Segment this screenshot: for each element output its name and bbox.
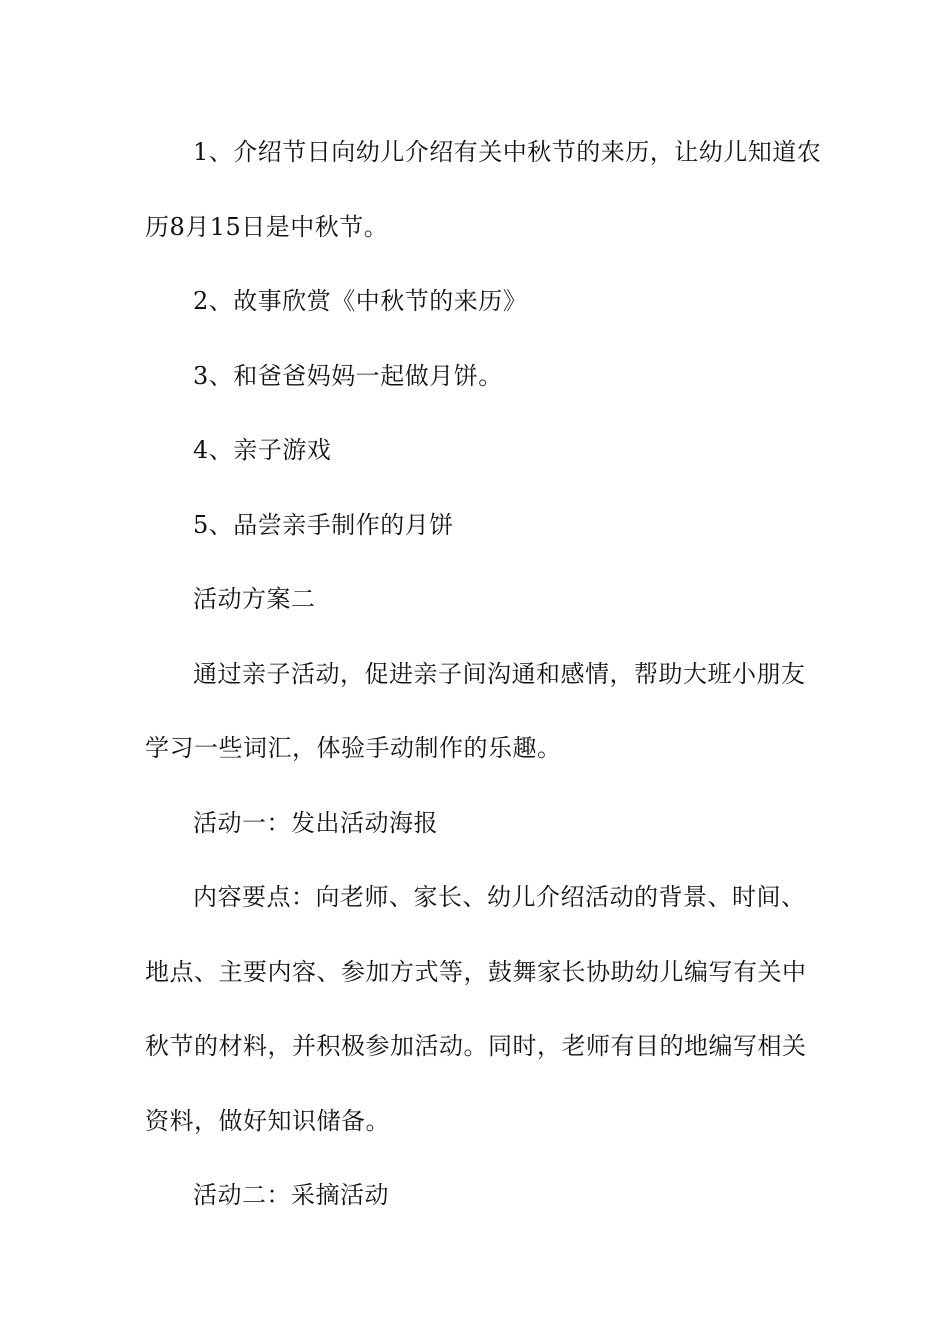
activity-two-heading: 活动二：采摘活动 <box>193 1181 389 1209</box>
list-item-2: 2、故事欣赏《中秋节的来历》 <box>193 287 528 315</box>
list-item-4: 4、亲子游戏 <box>193 436 332 464</box>
paragraph-line-11: 内容要点：向老师、家长、幼儿介绍活动的背景、时间、 <box>193 883 806 911</box>
activity-one-heading: 活动一：发出活动海报 <box>193 809 438 837</box>
paragraph-line-8: 通过亲子活动，促进亲子间沟通和感情，帮助大班小朋友 <box>193 660 806 688</box>
list-item-5: 5、品尝亲手制作的月饼 <box>193 511 454 539</box>
paragraph-line-12: 地点、主要内容、参加方式等，鼓舞家长协助幼儿编写有关中 <box>145 958 807 986</box>
paragraph-line-1: 1、介绍节日向幼儿介绍有关中秋节的来历，让幼儿知道农 <box>193 138 822 166</box>
paragraph-line-13: 秋节的材料，并积极参加活动。同时，老师有目的地编写相关 <box>145 1032 807 1060</box>
section-heading: 活动方案二 <box>193 585 316 613</box>
paragraph-line-9: 学习一些词汇，体验手动制作的乐趣。 <box>145 734 562 762</box>
paragraph-line-2: 历8月15日是中秋节。 <box>145 213 389 241</box>
paragraph-line-14: 资料，做好知识储备。 <box>145 1107 390 1135</box>
list-item-3: 3、和爸爸妈妈一起做月饼。 <box>193 362 503 390</box>
